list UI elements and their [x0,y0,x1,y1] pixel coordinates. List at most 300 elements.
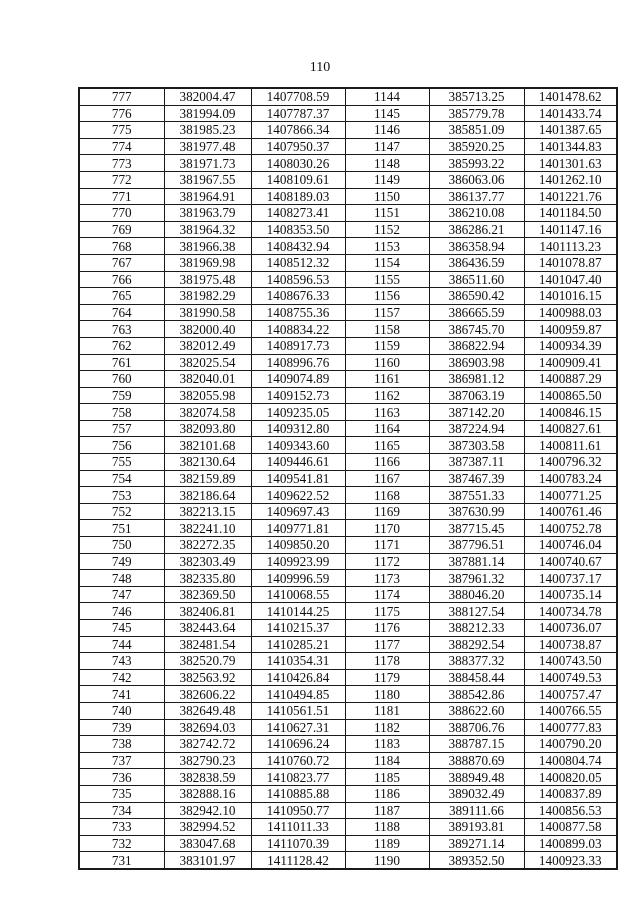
y-coordinate-left-cell: 1408834.22 [251,321,345,338]
y-coordinate-right-cell: 1400887.29 [524,371,617,388]
x-coordinate-left-cell: 382241.10 [164,520,251,537]
y-coordinate-right-cell: 1400865.50 [524,387,617,404]
x-coordinate-left-cell: 381964.32 [164,221,251,238]
x-coordinate-right-cell: 386358.94 [429,238,524,255]
y-coordinate-left-cell: 1409771.81 [251,520,345,537]
x-coordinate-left-cell: 383101.97 [164,852,251,869]
y-coordinate-right-cell: 1400827.61 [524,420,617,437]
y-coordinate-right-cell: 1400736.07 [524,620,617,637]
table-row [79,122,617,139]
y-coordinate-left-cell: 1409343.60 [251,437,345,454]
x-coordinate-right-cell: 389032.49 [429,785,524,802]
table-row [79,620,617,637]
point-number-right-cell: 1168 [345,487,429,504]
point-number-left-cell: 766 [79,271,164,288]
x-coordinate-right-cell: 389193.81 [429,819,524,836]
table-row [79,420,617,437]
x-coordinate-left-cell: 381994.09 [164,105,251,122]
x-coordinate-left-cell: 381969.98 [164,254,251,271]
x-coordinate-left-cell: 382742.72 [164,736,251,753]
point-number-right-cell: 1189 [345,835,429,852]
point-number-left-cell: 753 [79,487,164,504]
table-row [79,702,617,719]
point-number-left-cell: 736 [79,769,164,786]
point-number-left-cell: 742 [79,669,164,686]
point-number-right-cell: 1181 [345,702,429,719]
y-coordinate-left-cell: 1409446.61 [251,454,345,471]
y-coordinate-right-cell: 1400752.78 [524,520,617,537]
point-number-left-cell: 768 [79,238,164,255]
x-coordinate-left-cell: 382074.58 [164,404,251,421]
y-coordinate-right-cell: 1400735.14 [524,586,617,603]
x-coordinate-right-cell: 386665.59 [429,304,524,321]
point-number-left-cell: 758 [79,404,164,421]
y-coordinate-left-cell: 1409850.20 [251,537,345,554]
x-coordinate-left-cell: 382303.49 [164,553,251,570]
y-coordinate-left-cell: 1410627.31 [251,719,345,736]
x-coordinate-left-cell: 382790.23 [164,752,251,769]
point-number-left-cell: 734 [79,802,164,819]
point-number-right-cell: 1187 [345,802,429,819]
y-coordinate-left-cell: 1409923.99 [251,553,345,570]
table-row [79,371,617,388]
table-row [79,586,617,603]
table-row [79,537,617,554]
y-coordinate-right-cell: 1400988.03 [524,304,617,321]
point-number-left-cell: 751 [79,520,164,537]
point-number-left-cell: 759 [79,387,164,404]
x-coordinate-left-cell: 382186.64 [164,487,251,504]
point-number-left-cell: 746 [79,603,164,620]
y-coordinate-right-cell: 1400804.74 [524,752,617,769]
point-number-right-cell: 1147 [345,138,429,155]
x-coordinate-left-cell: 381971.73 [164,155,251,172]
y-coordinate-right-cell: 1400934.39 [524,337,617,354]
x-coordinate-left-cell: 382055.98 [164,387,251,404]
x-coordinate-left-cell: 382213.15 [164,503,251,520]
y-coordinate-right-cell: 1401078.87 [524,254,617,271]
point-number-right-cell: 1175 [345,603,429,620]
table-row [79,603,617,620]
x-coordinate-left-cell: 381975.48 [164,271,251,288]
y-coordinate-left-cell: 1408676.33 [251,288,345,305]
x-coordinate-right-cell: 386981.12 [429,371,524,388]
x-coordinate-right-cell: 388046.20 [429,586,524,603]
point-number-left-cell: 769 [79,221,164,238]
point-number-right-cell: 1186 [345,785,429,802]
y-coordinate-right-cell: 1401221.76 [524,188,617,205]
y-coordinate-left-cell: 1407708.59 [251,88,345,105]
x-coordinate-right-cell: 386745.70 [429,321,524,338]
point-number-right-cell: 1160 [345,354,429,371]
point-number-left-cell: 760 [79,371,164,388]
x-coordinate-left-cell: 381966.38 [164,238,251,255]
point-number-left-cell: 737 [79,752,164,769]
y-coordinate-left-cell: 1410561.51 [251,702,345,719]
table-row [79,304,617,321]
x-coordinate-right-cell: 388949.48 [429,769,524,786]
point-number-left-cell: 770 [79,205,164,222]
point-number-left-cell: 756 [79,437,164,454]
point-number-left-cell: 777 [79,88,164,105]
x-coordinate-right-cell: 387961.32 [429,570,524,587]
y-coordinate-right-cell: 1400757.47 [524,686,617,703]
y-coordinate-left-cell: 1410215.37 [251,620,345,637]
y-coordinate-left-cell: 1411128.42 [251,852,345,869]
y-coordinate-left-cell: 1410760.72 [251,752,345,769]
table-row [79,653,617,670]
x-coordinate-right-cell: 387142.20 [429,404,524,421]
x-coordinate-left-cell: 382520.79 [164,653,251,670]
page-number: 110 [309,60,331,75]
x-coordinate-right-cell: 387063.19 [429,387,524,404]
point-number-left-cell: 732 [79,835,164,852]
x-coordinate-left-cell: 382942.10 [164,802,251,819]
point-number-right-cell: 1164 [345,420,429,437]
x-coordinate-right-cell: 388542.86 [429,686,524,703]
x-coordinate-right-cell: 388292.54 [429,636,524,653]
table-row [79,686,617,703]
y-coordinate-left-cell: 1408273.41 [251,205,345,222]
y-coordinate-left-cell: 1408189.03 [251,188,345,205]
point-number-left-cell: 776 [79,105,164,122]
x-coordinate-right-cell: 385713.25 [429,88,524,105]
y-coordinate-right-cell: 1400877.58 [524,819,617,836]
point-number-left-cell: 743 [79,653,164,670]
table-row [79,553,617,570]
table-row [79,188,617,205]
y-coordinate-left-cell: 1408996.76 [251,354,345,371]
x-coordinate-right-cell: 385779.78 [429,105,524,122]
x-coordinate-right-cell: 389352.50 [429,852,524,869]
point-number-right-cell: 1176 [345,620,429,637]
table-row [79,719,617,736]
y-coordinate-left-cell: 1410068.55 [251,586,345,603]
y-coordinate-left-cell: 1410950.77 [251,802,345,819]
y-coordinate-right-cell: 1400771.25 [524,487,617,504]
x-coordinate-left-cell: 382888.16 [164,785,251,802]
point-number-right-cell: 1170 [345,520,429,537]
y-coordinate-right-cell: 1400737.17 [524,570,617,587]
x-coordinate-right-cell: 386210.08 [429,205,524,222]
y-coordinate-right-cell: 1400959.87 [524,321,617,338]
point-number-left-cell: 774 [79,138,164,155]
x-coordinate-right-cell: 385920.25 [429,138,524,155]
y-coordinate-right-cell: 1400766.55 [524,702,617,719]
x-coordinate-right-cell: 386436.59 [429,254,524,271]
x-coordinate-left-cell: 382406.81 [164,603,251,620]
x-coordinate-right-cell: 388212.33 [429,620,524,637]
y-coordinate-left-cell: 1409541.81 [251,470,345,487]
y-coordinate-right-cell: 1400837.89 [524,785,617,802]
x-coordinate-left-cell: 382272.35 [164,537,251,554]
y-coordinate-left-cell: 1407950.37 [251,138,345,155]
x-coordinate-right-cell: 385993.22 [429,155,524,172]
x-coordinate-right-cell: 387387.11 [429,454,524,471]
x-coordinate-left-cell: 382159.89 [164,470,251,487]
y-coordinate-left-cell: 1408030.26 [251,155,345,172]
point-number-left-cell: 761 [79,354,164,371]
point-number-left-cell: 775 [79,122,164,139]
y-coordinate-right-cell: 1400777.83 [524,719,617,736]
point-number-right-cell: 1153 [345,238,429,255]
y-coordinate-right-cell: 1400743.50 [524,653,617,670]
x-coordinate-left-cell: 382606.22 [164,686,251,703]
x-coordinate-right-cell: 386137.77 [429,188,524,205]
table-row [79,802,617,819]
point-number-right-cell: 1161 [345,371,429,388]
x-coordinate-right-cell: 387467.39 [429,470,524,487]
point-number-right-cell: 1188 [345,819,429,836]
y-coordinate-left-cell: 1409235.05 [251,404,345,421]
y-coordinate-left-cell: 1408109.61 [251,171,345,188]
y-coordinate-left-cell: 1408512.32 [251,254,345,271]
point-number-left-cell: 733 [79,819,164,836]
point-number-right-cell: 1182 [345,719,429,736]
x-coordinate-left-cell: 382694.03 [164,719,251,736]
x-coordinate-left-cell: 382994.52 [164,819,251,836]
y-coordinate-left-cell: 1409152.73 [251,387,345,404]
x-coordinate-right-cell: 388622.60 [429,702,524,719]
point-number-left-cell: 765 [79,288,164,305]
table-row [79,138,617,155]
point-number-right-cell: 1167 [345,470,429,487]
y-coordinate-left-cell: 1409312.80 [251,420,345,437]
y-coordinate-right-cell: 1401262.10 [524,171,617,188]
point-number-right-cell: 1150 [345,188,429,205]
table-row [79,171,617,188]
point-number-right-cell: 1185 [345,769,429,786]
point-number-right-cell: 1190 [345,852,429,869]
table-row [79,487,617,504]
point-number-right-cell: 1179 [345,669,429,686]
y-coordinate-left-cell: 1408755.36 [251,304,345,321]
point-number-right-cell: 1178 [345,653,429,670]
x-coordinate-left-cell: 381977.48 [164,138,251,155]
y-coordinate-right-cell: 1400899.03 [524,835,617,852]
y-coordinate-left-cell: 1410885.88 [251,785,345,802]
x-coordinate-right-cell: 387630.99 [429,503,524,520]
x-coordinate-left-cell: 382101.68 [164,437,251,454]
point-number-right-cell: 1183 [345,736,429,753]
y-coordinate-right-cell: 1400738.87 [524,636,617,653]
point-number-right-cell: 1174 [345,586,429,603]
point-number-right-cell: 1166 [345,454,429,471]
table-row [79,752,617,769]
y-coordinate-right-cell: 1400734.78 [524,603,617,620]
point-number-left-cell: 773 [79,155,164,172]
x-coordinate-left-cell: 382481.54 [164,636,251,653]
x-coordinate-right-cell: 387881.14 [429,553,524,570]
point-number-right-cell: 1173 [345,570,429,587]
x-coordinate-right-cell: 388458.44 [429,669,524,686]
y-coordinate-right-cell: 1401147.16 [524,221,617,238]
table-row [79,387,617,404]
point-number-right-cell: 1151 [345,205,429,222]
table-row [79,238,617,255]
y-coordinate-left-cell: 1409622.52 [251,487,345,504]
point-number-right-cell: 1180 [345,686,429,703]
y-coordinate-left-cell: 1408596.53 [251,271,345,288]
table-row [79,503,617,520]
y-coordinate-right-cell: 1401344.83 [524,138,617,155]
y-coordinate-left-cell: 1410823.77 [251,769,345,786]
table-row [79,254,617,271]
x-coordinate-right-cell: 388706.76 [429,719,524,736]
x-coordinate-left-cell: 382563.92 [164,669,251,686]
y-coordinate-right-cell: 1401301.63 [524,155,617,172]
x-coordinate-left-cell: 381964.91 [164,188,251,205]
x-coordinate-right-cell: 386511.60 [429,271,524,288]
y-coordinate-right-cell: 1400796.32 [524,454,617,471]
x-coordinate-right-cell: 386903.98 [429,354,524,371]
x-coordinate-left-cell: 383047.68 [164,835,251,852]
table-row [79,337,617,354]
point-number-right-cell: 1152 [345,221,429,238]
x-coordinate-left-cell: 382093.80 [164,420,251,437]
y-coordinate-left-cell: 1410696.24 [251,736,345,753]
point-number-left-cell: 771 [79,188,164,205]
x-coordinate-right-cell: 386063.06 [429,171,524,188]
x-coordinate-left-cell: 382025.54 [164,354,251,371]
point-number-right-cell: 1154 [345,254,429,271]
y-coordinate-left-cell: 1410426.84 [251,669,345,686]
point-number-right-cell: 1177 [345,636,429,653]
y-coordinate-right-cell: 1401478.62 [524,88,617,105]
y-coordinate-left-cell: 1411070.39 [251,835,345,852]
y-coordinate-right-cell: 1401387.65 [524,122,617,139]
y-coordinate-right-cell: 1400746.04 [524,537,617,554]
y-coordinate-right-cell: 1400820.05 [524,769,617,786]
point-number-left-cell: 750 [79,537,164,554]
y-coordinate-left-cell: 1410144.25 [251,603,345,620]
x-coordinate-right-cell: 385851.09 [429,122,524,139]
x-coordinate-right-cell: 387303.58 [429,437,524,454]
y-coordinate-right-cell: 1400749.53 [524,669,617,686]
point-number-right-cell: 1171 [345,537,429,554]
x-coordinate-left-cell: 382335.80 [164,570,251,587]
y-coordinate-right-cell: 1400790.20 [524,736,617,753]
table-row [79,155,617,172]
point-number-left-cell: 748 [79,570,164,587]
y-coordinate-left-cell: 1407866.34 [251,122,345,139]
x-coordinate-right-cell: 387551.33 [429,487,524,504]
y-coordinate-left-cell: 1409996.59 [251,570,345,587]
table-row [79,636,617,653]
y-coordinate-right-cell: 1400846.15 [524,404,617,421]
table-row [79,852,617,869]
point-number-left-cell: 747 [79,586,164,603]
point-number-right-cell: 1169 [345,503,429,520]
y-coordinate-right-cell: 1400783.24 [524,470,617,487]
x-coordinate-right-cell: 386822.94 [429,337,524,354]
point-number-right-cell: 1163 [345,404,429,421]
y-coordinate-right-cell: 1400909.41 [524,354,617,371]
point-number-left-cell: 735 [79,785,164,802]
table-row [79,271,617,288]
x-coordinate-left-cell: 382040.01 [164,371,251,388]
point-number-right-cell: 1158 [345,321,429,338]
table-row [79,470,617,487]
point-number-right-cell: 1144 [345,88,429,105]
x-coordinate-right-cell: 387796.51 [429,537,524,554]
y-coordinate-left-cell: 1408353.50 [251,221,345,238]
point-number-left-cell: 744 [79,636,164,653]
x-coordinate-left-cell: 381985.23 [164,122,251,139]
table-row [79,437,617,454]
x-coordinate-right-cell: 389271.14 [429,835,524,852]
table-row [79,354,617,371]
point-number-left-cell: 762 [79,337,164,354]
point-number-left-cell: 772 [79,171,164,188]
point-number-right-cell: 1159 [345,337,429,354]
table-row [79,570,617,587]
table-row [79,785,617,802]
point-number-left-cell: 754 [79,470,164,487]
point-number-right-cell: 1148 [345,155,429,172]
x-coordinate-left-cell: 381982.29 [164,288,251,305]
y-coordinate-left-cell: 1408432.94 [251,238,345,255]
x-coordinate-left-cell: 382838.59 [164,769,251,786]
table-row [79,736,617,753]
point-number-left-cell: 738 [79,736,164,753]
y-coordinate-left-cell: 1410285.21 [251,636,345,653]
x-coordinate-right-cell: 389111.66 [429,802,524,819]
x-coordinate-right-cell: 388377.32 [429,653,524,670]
y-coordinate-right-cell: 1401184.50 [524,205,617,222]
point-number-right-cell: 1172 [345,553,429,570]
y-coordinate-right-cell: 1401433.74 [524,105,617,122]
table-row [79,288,617,305]
y-coordinate-left-cell: 1409074.89 [251,371,345,388]
table-row [79,819,617,836]
y-coordinate-left-cell: 1407787.37 [251,105,345,122]
point-number-right-cell: 1157 [345,304,429,321]
x-coordinate-right-cell: 388787.15 [429,736,524,753]
y-coordinate-left-cell: 1410494.85 [251,686,345,703]
point-number-right-cell: 1149 [345,171,429,188]
x-coordinate-left-cell: 381990.58 [164,304,251,321]
table-row [79,88,617,105]
point-number-left-cell: 739 [79,719,164,736]
point-number-left-cell: 749 [79,553,164,570]
table-row [79,835,617,852]
x-coordinate-left-cell: 382004.47 [164,88,251,105]
x-coordinate-left-cell: 381963.79 [164,205,251,222]
x-coordinate-left-cell: 382000.40 [164,321,251,338]
table-row [79,205,617,222]
x-coordinate-left-cell: 382012.49 [164,337,251,354]
y-coordinate-left-cell: 1411011.33 [251,819,345,836]
y-coordinate-left-cell: 1409697.43 [251,503,345,520]
table-row [79,669,617,686]
y-coordinate-left-cell: 1408917.73 [251,337,345,354]
table-row [79,321,617,338]
x-coordinate-right-cell: 386590.42 [429,288,524,305]
table-row [79,221,617,238]
point-number-left-cell: 745 [79,620,164,637]
x-coordinate-right-cell: 388870.69 [429,752,524,769]
point-number-left-cell: 752 [79,503,164,520]
point-number-right-cell: 1184 [345,752,429,769]
y-coordinate-left-cell: 1410354.31 [251,653,345,670]
y-coordinate-right-cell: 1400761.46 [524,503,617,520]
point-number-left-cell: 740 [79,702,164,719]
point-number-left-cell: 731 [79,852,164,869]
y-coordinate-right-cell: 1401016.15 [524,288,617,305]
y-coordinate-right-cell: 1400740.67 [524,553,617,570]
x-coordinate-right-cell: 388127.54 [429,603,524,620]
